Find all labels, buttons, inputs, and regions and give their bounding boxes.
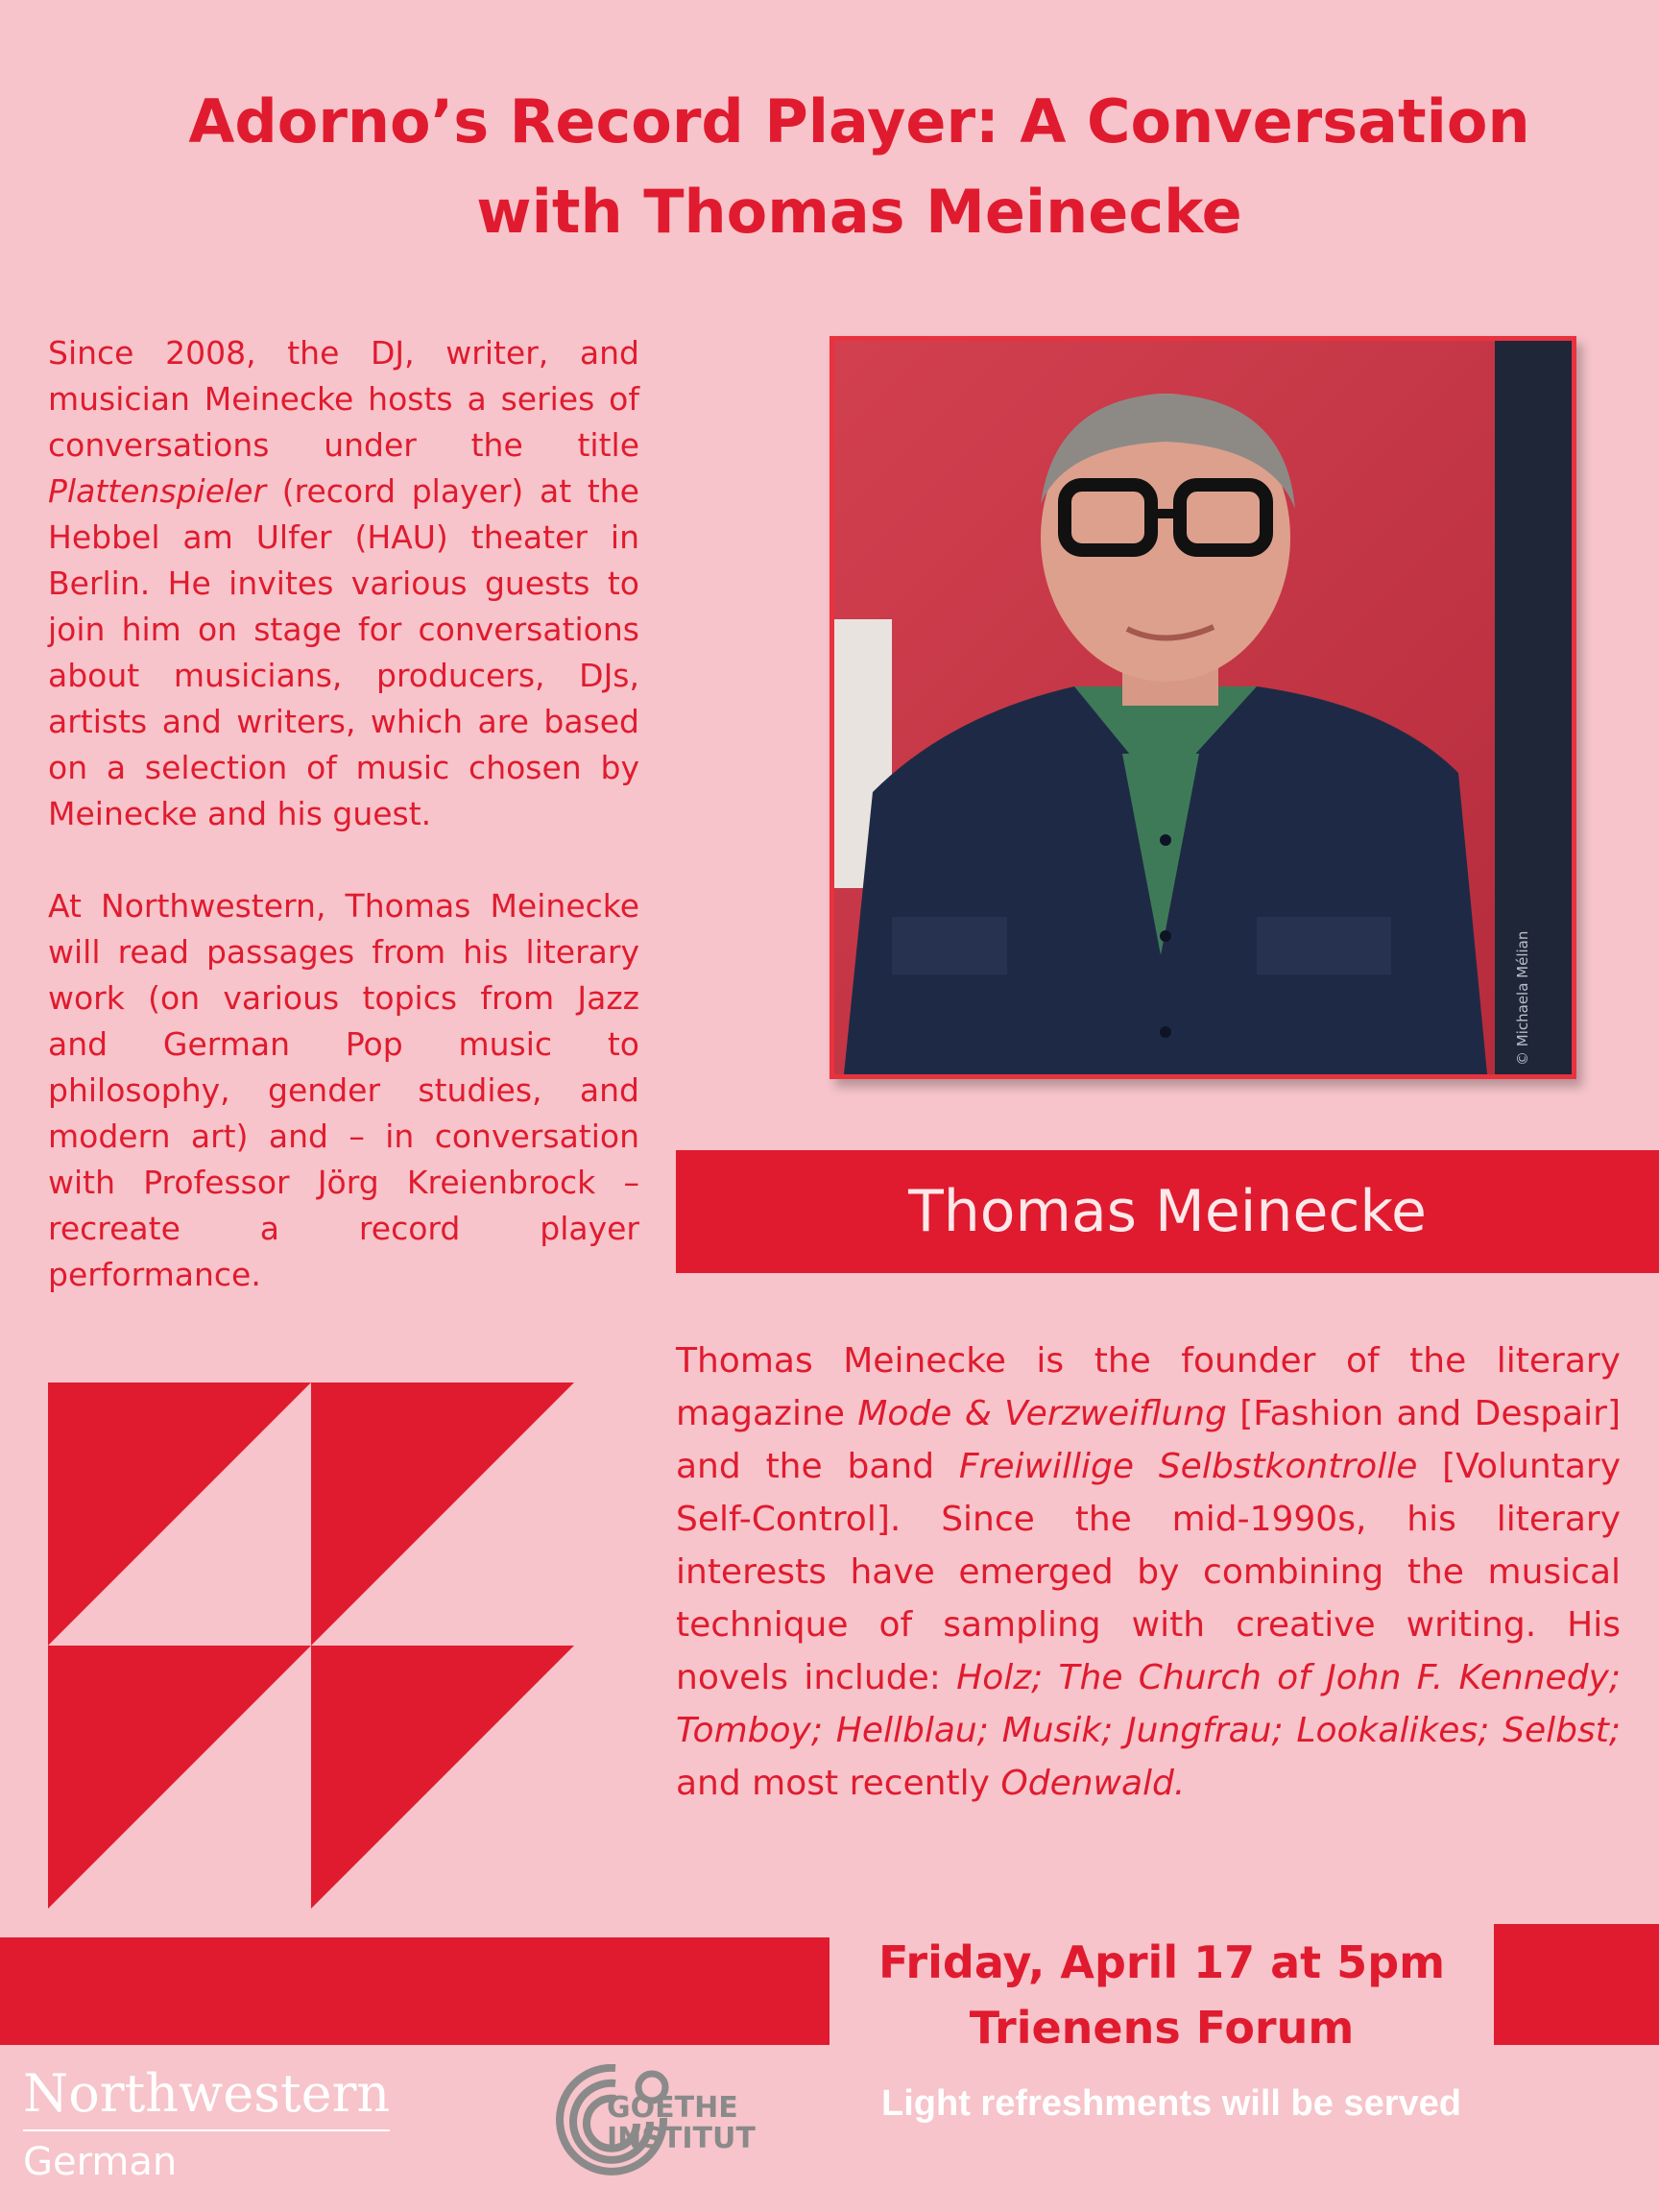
goethe-line-1: GOETHE xyxy=(607,2091,738,2125)
footer-bar-left xyxy=(0,1937,830,2045)
intro-p1-italic: Plattenspieler xyxy=(48,472,267,510)
intro-paragraph-1 xyxy=(48,330,639,837)
bio-text-4: and most recently xyxy=(676,1764,1001,1803)
speaker-bio xyxy=(676,1334,1621,1810)
event-date: Friday, April 17 at 5pm xyxy=(878,1936,1446,1988)
speaker-name-banner xyxy=(676,1150,1659,1273)
bio-text-1: Thomas Meinecke is the founder of the literary magazine xyxy=(676,1341,1621,1433)
speaker-photo xyxy=(830,336,1576,1079)
department-name: German xyxy=(23,2140,178,2184)
event-details xyxy=(830,1930,1494,2060)
bio-text-2: [Fashion and Despair] and the band xyxy=(676,1394,1621,1486)
triangle-top-left xyxy=(48,1382,311,1646)
footer-bar-right xyxy=(1494,1924,1659,2045)
goethe-institut-logo-text xyxy=(607,2093,756,2154)
intro-paragraph-2: At Northwestern, Thomas Meinecke will read passages from his literary work (on various topics from Jazz and German Pop music to philosophy, gender studies, and modern art) and – in conversation with Professor Jörg Kreienbrock – recreate a record player performance. xyxy=(48,887,639,1293)
refreshments-note: Light refreshments will be served xyxy=(881,2083,1461,2124)
northwestern-wordmark: Northwestern xyxy=(23,2064,390,2131)
bio-italic-2: Freiwillige Selbstkontrolle xyxy=(958,1447,1418,1486)
bio-italic-4: Odenwald. xyxy=(1000,1764,1186,1803)
title-line-1: Adorno’s Record Player: A Conversation xyxy=(188,86,1530,156)
triangle-graphic xyxy=(48,1382,574,1909)
triangle-top-right xyxy=(311,1382,574,1646)
triangle-bottom-right xyxy=(311,1646,574,1909)
bio-italic-1: Mode & Verzweiflung xyxy=(857,1394,1227,1433)
triangle-bottom-left xyxy=(48,1646,311,1909)
event-title xyxy=(58,77,1659,257)
speaker-name: Thomas Meinecke xyxy=(908,1178,1427,1245)
intro-p1-text-b: (record player) at the Hebbel am Ulfer (HAU) theater in Berlin. He invites various guests to join him on stage for conversations about musicians, producers, DJs, artists and writers, which are based on a selection of music chosen by Meinecke and his guest. xyxy=(48,472,639,832)
portrait-illustration xyxy=(834,341,1572,1074)
event-venue: Trienens Forum xyxy=(969,2002,1355,2054)
bio-text-3: [Voluntary Self-Control]. Since the mid-1990s, his literary interests have emerged by combining the musical technique of sampling with creative writing. His novels include: xyxy=(676,1447,1621,1697)
title-line-2: with Thomas Meinecke xyxy=(476,177,1242,247)
goethe-line-2: INSTITUT xyxy=(607,2122,756,2155)
intro-p1-text-a: Since 2008, the DJ, writer, and musician Meinecke hosts a series of conversations under the title xyxy=(48,334,639,464)
photo-credit: © Michaela Mélian xyxy=(1514,930,1531,1066)
northwestern-logo xyxy=(23,2064,390,2189)
intro-text xyxy=(48,330,639,1344)
bio-italic-3: Holz; The Church of John F. Kennedy; Tomboy; Hellblau; Musik; Jungfrau; Lookalikes; Selbst; xyxy=(676,1658,1621,1750)
